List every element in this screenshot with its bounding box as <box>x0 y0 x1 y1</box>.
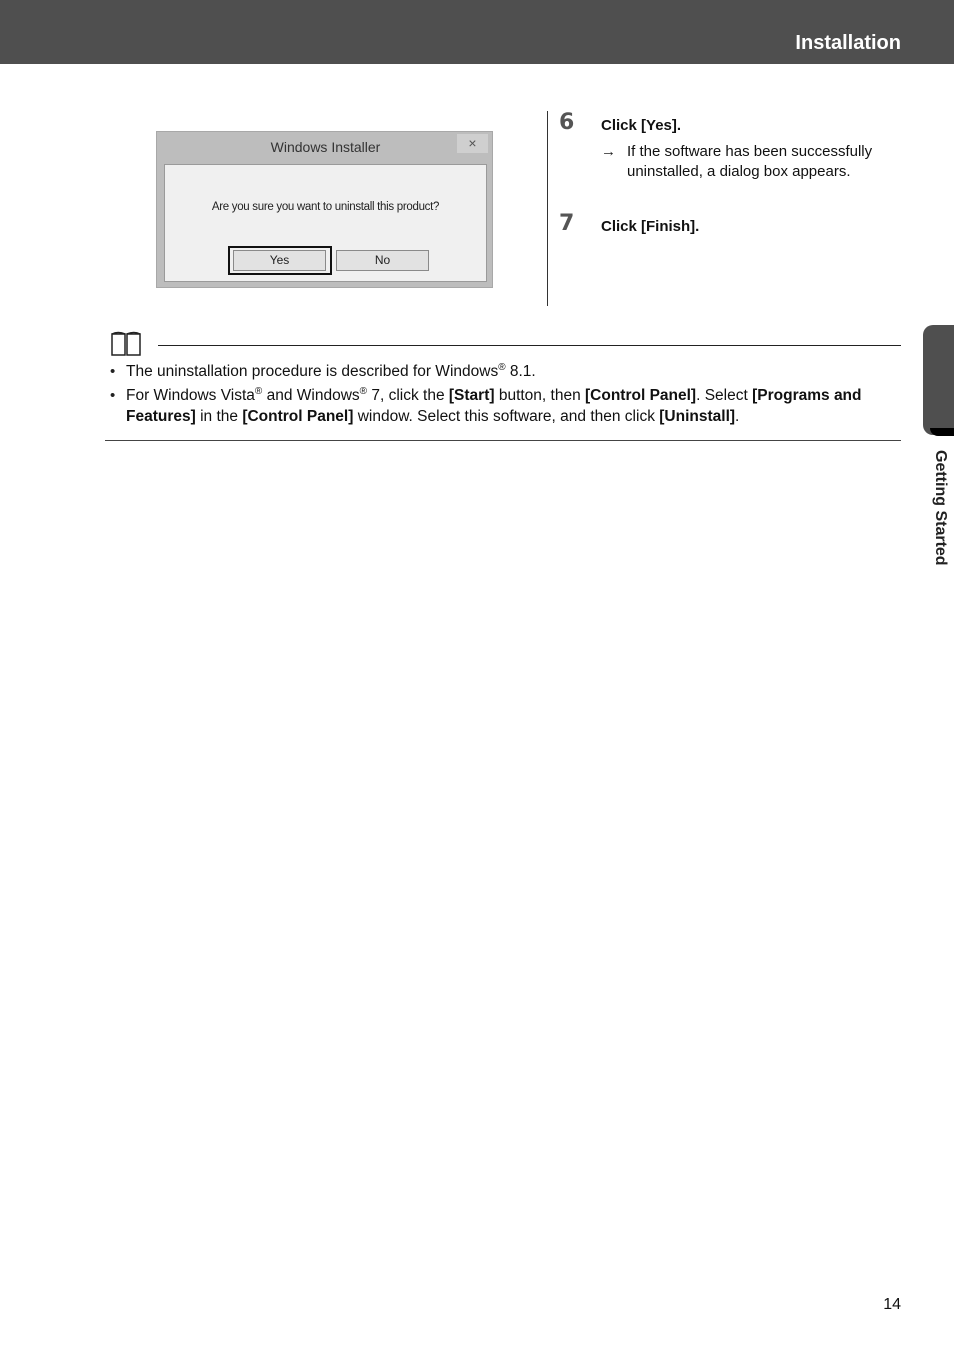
book-icon <box>110 331 142 362</box>
bullet: • <box>110 387 116 404</box>
dialog-title: Windows Installer <box>270 139 381 155</box>
bullet: • <box>110 363 116 380</box>
yes-button: Yes <box>233 250 326 271</box>
note-top-rule <box>158 345 901 346</box>
chapter-tab-shadow <box>930 428 954 436</box>
note-item-2: For Windows Vista® and Windows® 7, click the [Start] button, then [Control Panel]. Select [Programs and Features] in the [Control Panel] window. Select this software, and then click [Uninstall]. <box>126 385 862 425</box>
no-button: No <box>336 250 429 271</box>
dialog-message: Are you sure you want to uninstall this product? <box>211 201 440 213</box>
step-6-number: 6 <box>559 110 575 135</box>
header-bar <box>0 0 954 64</box>
step-6-result: If the software has been successfully uninstalled, a dialog box appears. <box>627 143 873 180</box>
step-6-text: Click [Yes]. <box>601 117 682 134</box>
step-7-number: 7 <box>559 211 575 236</box>
note-bottom-rule <box>105 440 901 441</box>
chapter-label: Getting Started <box>932 450 949 566</box>
step-7-text: Click [Finish]. <box>601 218 700 235</box>
arrow-icon: → <box>601 143 616 160</box>
page-title: Installation <box>795 32 901 54</box>
page-number: 14 <box>883 1296 901 1313</box>
windows-installer-dialog-screenshot <box>156 131 493 288</box>
close-icon: × <box>457 134 488 153</box>
chapter-tab <box>923 325 954 435</box>
column-divider <box>547 111 548 306</box>
note-item-1: The uninstallation procedure is described for Windows® 8.1. <box>126 361 536 380</box>
dialog-body <box>164 164 487 282</box>
